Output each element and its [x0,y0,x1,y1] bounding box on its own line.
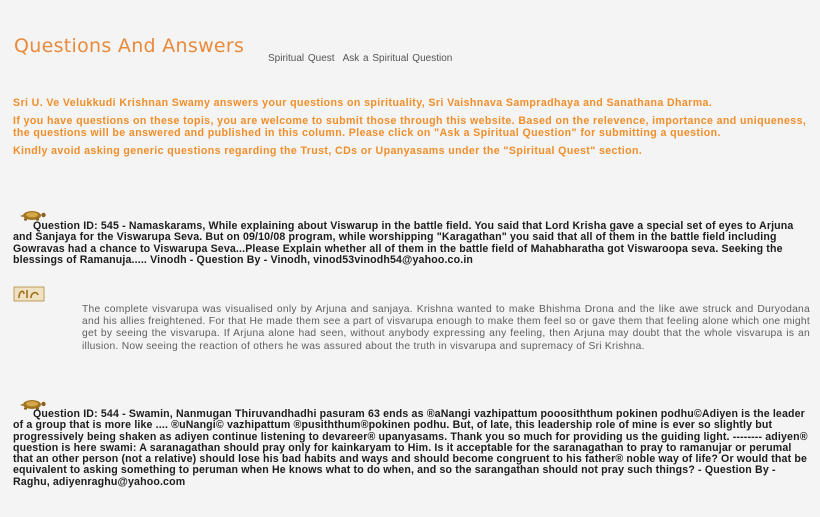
nav-link-ask-question[interactable]: Ask a Spiritual Question [342,53,453,64]
monogram-icon [13,286,45,302]
answer-text: The complete visvarupa was visualised only by Arjuna and sanjaya. Krishna wanted to make Bhishma Drona and the like awe struck and Duryodana and his allies freightened. For that He made them see a part of visvarupa enough to make them feel so or gave them that feeling alone which one might get by seeing the visvarupa. If Arjuna alone had seen, without anybody expressing any feeling, then Arjuna may doubt that the whole visvarupa is an illusion. Now seeing the reaction of others he was assured about the truth in visvarupa and supremacy of Sri Krishna. [82,304,810,352]
page-title: Questions And Answers [14,35,245,57]
nav-link-spiritual-quest[interactable]: Spiritual Quest [268,53,335,64]
question-text: Question ID: 544 - Swamin, Nanmugan Thiruvandhadhi pasuram 63 ends as ®aNangi vazhipattum pooosiththum pokinen podhu©Adiyen is the leader of a group that is more like .... ®uNangi© vazhipattum ®pusiththum®pokinen podhu. But, of late, this leadership role of mine is ever so slightly but progressively being shaken as adiyen continue listening to devareer® upanyasams. Thank you so much for providing us the guiding light. -------- adiyen® question is here swami: A saranagathan should pray only for kainkaryam to Him. Is it acceptable for the saranagathan to pray to ramanujar or perumal that an other person (not a relative) should lose his bad habits and ways and should become congruent to his father® noble way of life? Or would that be equivalent to asking something to peruman when He knows what to do when, and so the sarangathan should not pray such things? - Question By - Raghu, adiyenraghu@yahoo.com [13,408,808,488]
sub-navigation [268,53,452,64]
intro-paragraph: If you have questions on these topis, you are welcome to submit those through this website. Based on the relevence, importance and uniqueness, the questions will be answered and published in this column. Please click on "Ask a Spiritual Question" for submitting a question. [13,115,807,139]
intro-paragraph: Sri U. Ve Velukkudi Krishnan Swamy answers your questions on spirituality, Sri Vaishnava Sampradhaya and Sanathana Dharma. [13,97,713,109]
intro-section [13,98,811,165]
question-text: Question ID: 545 - Namaskarams, While explaining about Viswarup in the battle field. You said that Lord Krisha gave a special set of eyes to Arjuna and Sanjaya for the Viswarupa Seva. But on 09/10/08 program, while worshipping "Karagathan" you said that all of them in the battle field including Gowravas had a chance to Viswarupa Seva...Please Explain whether all of them in the battle field of Mahabharatha got Viswaroopa seva. Seeking the blessings of Ramanuja..... Vinodh - Question By - Vinodh, vinod53vinodh54@yahoo.co.in [13,220,794,266]
intro-paragraph: Kindly avoid asking generic questions regarding the Trust, CDs or Upanyasams under the "Spiritual Quest" section. [13,145,643,158]
